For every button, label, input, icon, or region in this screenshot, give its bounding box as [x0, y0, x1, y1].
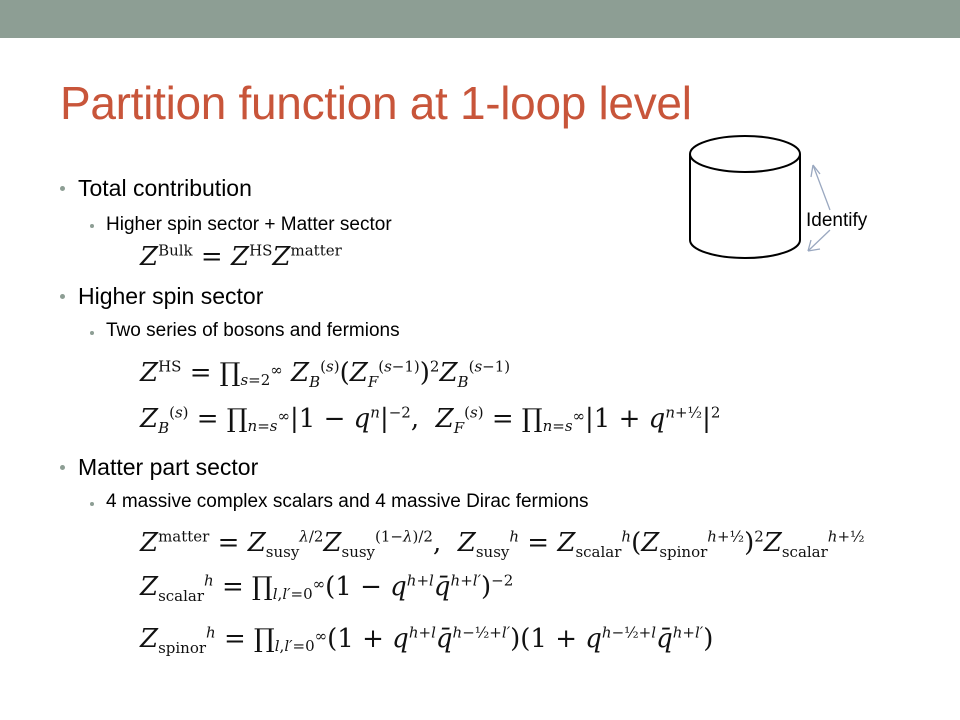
bullet-dot [90, 502, 94, 506]
equation-zmatter: $Z^{matter} = Z_{susy}^{\lambda/2}Z_{susy}^{(1-\lambda)/2}$, $Z_{susy}^h = Z_{scalar}^h(Z_{spinor}^{h+\frac{1}{2}})^2Z_{scalar}^{h+\frac{1}{2}}$ [140, 527, 865, 562]
bullet-matter-part-sector: Matter part sector [78, 454, 259, 480]
equation-bulk: $Z^{Bulk} = Z^{HS}Z^{matter}$ [140, 241, 342, 272]
cylinder-icon [680, 132, 850, 272]
sub-bullet-bosons-fermions: Two series of bosons and fermions [106, 320, 400, 341]
bullet-higher-spin-sector: Higher spin sector [78, 283, 264, 309]
bullet-dot [60, 294, 65, 299]
sub-bullet-hs-plus-matter: Higher spin sector + Matter sector [106, 214, 392, 235]
bullet-dot [90, 331, 94, 335]
top-accent-bar [0, 0, 960, 38]
equation-zscalar: $Z_{scalar}^h$ = $\prod_{l,l'=0}^\infty(1$ − $q^{h+l}q̄^{h+l'})^{-2}$ [140, 571, 514, 606]
bullet-total-contribution: Total contribution [78, 175, 252, 201]
equation-zhs: $Z^{HS}$ = $\prod_{s=2}^\infty$ $Z_B^{(s)}(Z_F^{(s-1)})^2Z_B^{(s-1)}$ [140, 357, 511, 392]
equation-zspinor: $Z_{spinor}^h$ = $\prod_{l,l'=0}^\infty(1$ + $q^{h+l}q̄^{h-\frac{1}{2}+l'})(1$ + $q^{h-\frac{1}{2}+l}q̄^{h+l'}$) [140, 623, 714, 658]
bullet-dot [90, 224, 94, 228]
bullet-dot [60, 465, 65, 470]
equation-zb-zf: $Z_B^{(s)}$ = $\prod_{n=s}^\infty|1 - q^n|^{-2}$, $Z_F^{(s)}$ = $\prod_{n=s}^\infty|1 + q^{n+\frac{1}{2}}|^2$ [140, 403, 721, 438]
sub-bullet-scalars-dirac: 4 massive complex scalars and 4 massive Dirac fermions [106, 491, 589, 512]
slide-title: Partition function at 1-loop level [60, 77, 692, 129]
bullet-dot [60, 186, 65, 191]
identify-label: Identify [806, 210, 868, 231]
